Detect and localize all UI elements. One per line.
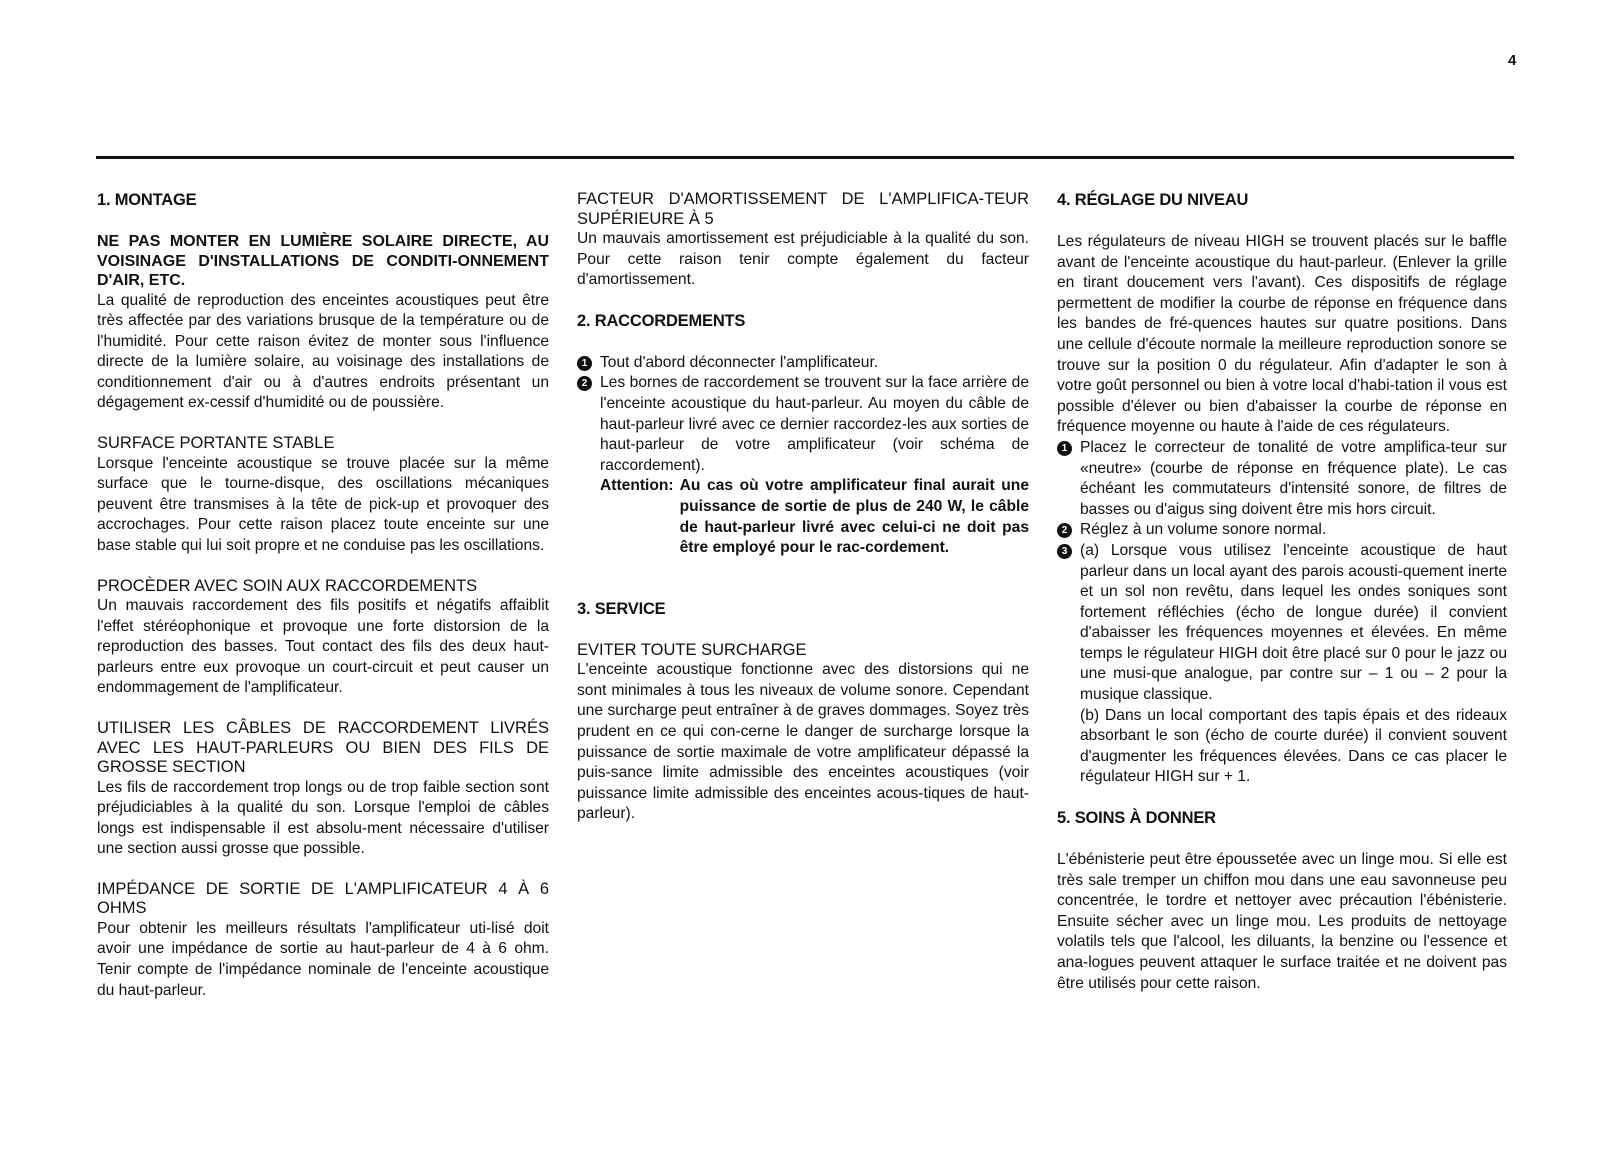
step-number-badge: 1 [1057, 441, 1072, 456]
list-item [577, 353, 1029, 374]
subsection-impedance [97, 880, 549, 1001]
step-text: Placez le correcteur de tonalité de votre amplifica-teur sur «neutre» (courbe de réponse en fréquence plate). Le cas échéant les commutateurs d'intensité sonore, de filtres de basses ou d'aigus sing doivent être mis hors circuit. [1080, 438, 1507, 518]
subsection-title: FACTEUR D'AMORTISSEMENT DE L'AMPLIFICA-TEUR SUPÉRIEURE À 5 [577, 190, 1029, 228]
paragraph: Pour obtenir les meilleurs résultats l'amplificateur uti-lisé doit avoir une impédance de sortie au haut-parleur de 4 à 6 ohm. Tenir compte de l'impédance nominale de l'enceinte acoustique du haut-parleur. [97, 919, 549, 999]
subsection-title: IMPÉDANCE DE SORTIE DE L'AMPLIFICATEUR 4 À 6 OHMS [97, 879, 549, 918]
step-number-badge: 3 [1057, 544, 1072, 559]
step-3b-text: (b) Dans un local comportant des tapis épais et des rideaux absorbant le son (écho de courte durée) il convient souvent d'augmenter les fréquences élevées. Dans ce cas placer le régulateur HIGH sur + 1. [1080, 706, 1507, 786]
section-heading-montage: 1. MONTAGE [97, 191, 197, 209]
step-text: Les bornes de raccordement se trouvent sur la face arrière de l'enceinte acoustique du haut-parleur. Au moyen du câble de haut-parleur livré avec ce dernier raccordez-les aux sorties de haut-parleur de votre amplificateur (voir schéma de raccordement). [600, 374, 1029, 474]
subsection-sunlight [97, 232, 549, 414]
subsection-connections-care [97, 577, 549, 699]
paragraph: La qualité de reproduction des enceintes acoustiques peut être très affectée par des variations brusque de la température ou de l'humidité. Pour cette raison évitez de monter sous l'influence directe de la lumière solaire, au voisinage des installations de conditionnement d'air ou à d'autres endroits présentant un dégagement ex-cessif d'humidité ou de poussière. [97, 291, 549, 412]
column-1 [97, 190, 549, 1021]
list-item [1057, 438, 1507, 520]
step-number-badge: 1 [577, 356, 592, 371]
subsection-title: UTILISER LES CÂBLES DE RACCORDEMENT LIVRÉS AVEC LES HAUT-PARLEURS OU BIEN DES FILS DE GROSSE SECTION [97, 719, 549, 776]
list-item [1057, 541, 1507, 706]
subsection-damping [577, 190, 1029, 291]
column-2 [577, 190, 1029, 845]
header-rule [96, 156, 1514, 159]
step-text: (a) Lorsque vous utilisez l'enceinte acoustique de haut parleur dans un local ayant des parois acousti-quement inerte et un sol non revêtu, dans lequel les ondes soniques sont fortement réfléchies (écho de longue durée) il convient d'abaisser les fréquences moyennes et élevées. En même temps le régulateur HIGH doit être placé sur 0 pour le jazz ou une musi-que analogue, par contre sur – 1 ou – 2 pour la musique classique. [1080, 541, 1507, 704]
section-heading-raccordements: 2. RACCORDEMENTS [577, 311, 746, 330]
subsection-title: PROCÈDER AVEC SOIN AUX RACCORDEMENTS [97, 576, 478, 595]
level-steps [1057, 438, 1507, 706]
connection-steps [577, 353, 1029, 477]
attention-note [577, 476, 1029, 558]
attention-text: Au cas où votre amplificateur final aurait une puissance de sortie de plus de 240 W, le câble de haut-parleur livré avec celui-ci ne doit pas être employé pour le rac-cordement. [679, 477, 1029, 557]
subsection-overload [577, 641, 1029, 825]
list-item [577, 373, 1029, 476]
section-heading-service: 3. SERVICE [577, 599, 666, 618]
step-number-badge: 2 [1057, 523, 1072, 538]
subsection-cables [97, 719, 549, 860]
paragraph: L'enceinte acoustique fonctionne avec des distorsions qui ne sont minimales à tous les niveaux de volume sonore. Cependant une surcharge peut entraîner à de graves dommages. Soyez très prudent en ce qui con-cerne le danger de surcharge lorsque la puissance de sortie maximale de votre amplificateur dépassé la puis-sance limite admissible des enceintes acoustiques (voir puissance limite admissible des enceintes acous-tiques de haut-parleur). [577, 661, 1029, 823]
paragraph: Les fils de raccordement trop longs ou de trop faible section sont préjudiciables à la qualité du son. Lorsque l'emploi de câbles longs est indispensable il est absolu-ment nécessaire d'utiliser une section aussi grosse que possible. [97, 778, 549, 858]
paragraph: Les régulateurs de niveau HIGH se trouvent placés sur le baffle avant de l'enceinte acoustique du haut-parleur. (Enlever la grille en tirant doucement vers l'avant). Ces dispositifs de réglage permettent de modifier la courbe de réponse en fréquence dans les bandes de fré-quences hautes sur quatre positions. Dans une cellule d'écoute normale la meilleure reproduction sonore se trouve sur la position 0 du régulateur. Afin d'adapter le son à votre goût personnel ou bien à votre local d'habi-tation il vous est possible d'élever ou bien d'abaisser la courbe de réponse en fréquence moyenne ou haute à l'aide de ces régulateurs. [1057, 233, 1507, 436]
subsection-title: EVITER TOUTE SURCHARGE [577, 640, 807, 659]
attention-label: Attention: [600, 477, 674, 495]
paragraph: Un mauvais raccordement des fils positifs et négatifs affaiblit l'effet stéréophonique et provoque une forte distorsion de la reproduction des basses. Tout contact des fils des deux haut-parleurs entre eux provoque un court-circuit et peut causer un endommagement de l'amplificateur. [97, 597, 549, 697]
paragraph: Lorsque l'enceinte acoustique se trouve placée sur la même surface que le tourne-disque, des oscillations mécaniques peuvent être transmises à la tête de pick-up et provoquer des accrochages. Pour cette raison placez toute enceinte sur une base stable qui lui soit propre et ne conduise pas les oscillations. [97, 454, 549, 554]
paragraph: L'ébénisterie peut être époussetée avec un linge mou. Si elle est très sale tremper un chiffon mou dans une eau savonneuse peu concentrée, le tordre et nettoyer avec précaution l'ébénisterie. Ensuite sécher avec un linge mou. Les produits de nettoyage volatils tels que l'alcool, les diluants, la benzine ou l'essence et ana-logues peuvent attaquer le surface traitée et ne doivent pas être utilisés pour cette raison. [1057, 851, 1507, 992]
subsection-stable-surface [97, 434, 549, 556]
step-text: Tout d'abord déconnecter l'amplificateur. [600, 353, 879, 371]
list-item [1057, 520, 1507, 541]
step-text: Réglez à un volume sonore normal. [1080, 521, 1327, 539]
step-number-badge: 2 [577, 376, 592, 391]
page-number: 4 [1508, 52, 1517, 69]
section-heading-reglage: 4. RÉGLAGE DU NIVEAU [1057, 191, 1249, 209]
paragraph: Un mauvais amortissement est préjudiciable à la qualité du son. Pour cette raison tenir compte également du facteur d'amortissement. [577, 230, 1029, 289]
subsection-title: NE PAS MONTER EN LUMIÈRE SOLAIRE DIRECTE, AU VOISINAGE D'INSTALLATIONS DE CONDITI-ONNEMENT D'AIR, ETC. [97, 233, 549, 289]
column-3 [1057, 190, 1507, 994]
subsection-title: SURFACE PORTANTE STABLE [97, 434, 335, 453]
section-heading-soins: 5. SOINS À DONNER [1057, 809, 1216, 828]
